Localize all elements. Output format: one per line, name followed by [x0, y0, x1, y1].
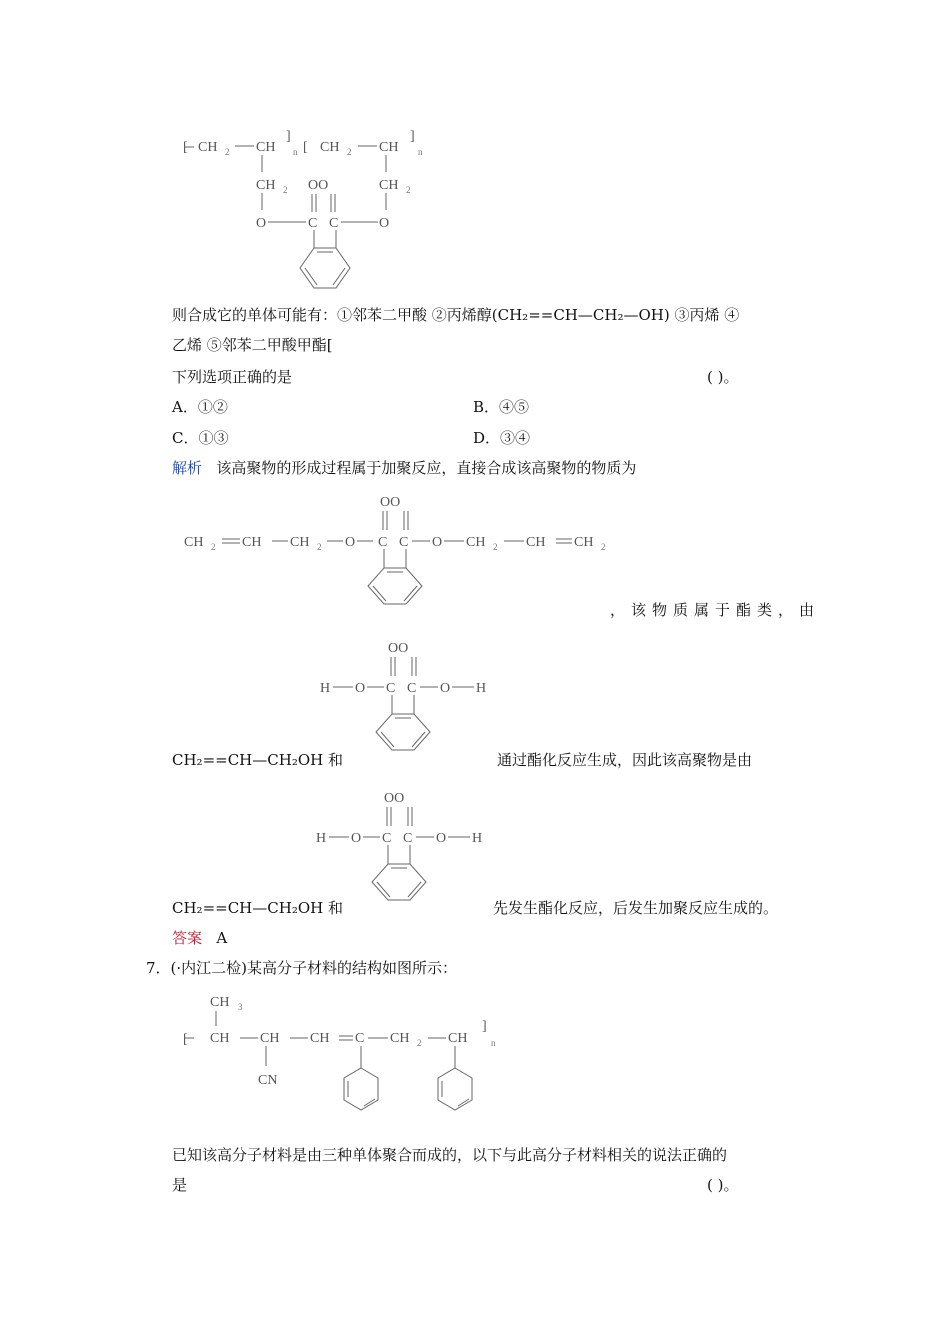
bond — [305, 268, 317, 285]
polymer-carbonyl-oo: OO — [308, 178, 329, 193]
ester-carbonyl-oo: OO — [380, 495, 401, 510]
q7-ch2: CH — [390, 1031, 410, 1046]
ester-ch-b: CH — [526, 535, 546, 550]
q7-cn: CN — [258, 1073, 278, 1088]
acid-o-b: O — [436, 831, 447, 846]
polymer-ch2-a-sub: 2 — [225, 147, 230, 157]
polymer-ester-o-a: O — [256, 216, 267, 231]
acid-o-b: O — [440, 681, 451, 696]
q7-ch2-sub: 2 — [417, 1038, 422, 1048]
q7-text-line1: 已知该高分子材料是由三种单体聚合而成的，以下与此高分子材料相关的说法正确的 — [172, 1146, 728, 1164]
ester-c-a: C — [378, 535, 388, 550]
option-b[interactable]: B．④⑤ — [473, 398, 530, 416]
analysis-line1 — [172, 458, 636, 478]
q7-ch3-sub: 3 — [238, 1002, 243, 1012]
analysis-text3: 通过酯化反应生成，因此该高聚物是由 — [497, 751, 753, 769]
polymer-ch-a: CH — [256, 140, 276, 155]
q7-ch-d: CH — [448, 1031, 468, 1046]
bracket-right-a: ] — [286, 129, 291, 144]
q6-monomers-line1: 则合成它的单体可能有：①邻苯二甲酸 ②丙烯醇(CH₂==CH—CH₂—OH) ③丙烯 ④ — [172, 306, 740, 324]
q7-polymer-structure — [180, 990, 520, 1130]
q6-prompt: 下列选项正确的是 — [172, 368, 293, 386]
polymer-ch-b: CH — [379, 140, 399, 155]
benzene-ring — [372, 864, 426, 900]
polymer-ch2-b: CH — [320, 140, 340, 155]
acid-c-a: C — [386, 681, 396, 696]
polymer-side-ch2-a-sub: 2 — [283, 185, 288, 195]
ester-ch2-b: CH — [290, 535, 310, 550]
q7-answer-paren: ( )。 — [707, 1176, 739, 1194]
ester-ch2-b-sub: 2 — [317, 542, 322, 552]
ester-structure — [182, 490, 622, 610]
ester-c-b: C — [399, 535, 409, 550]
acid-h-a: H — [320, 681, 331, 696]
benzene-ring — [300, 248, 350, 288]
ester-o-b: O — [432, 535, 443, 550]
polymer-ch2-a: CH — [198, 140, 218, 155]
ester-ch2-a-sub: 2 — [211, 542, 216, 552]
answer-value: A — [216, 929, 228, 947]
analysis-text2: ，该物质属于酯类，由 — [610, 601, 821, 619]
ester-ch2-d-sub: 2 — [601, 542, 606, 552]
ester-ch-a: CH — [242, 535, 262, 550]
acid-h-b: H — [476, 681, 487, 696]
ester-ch2-d: CH — [574, 535, 594, 550]
ester-ch2-c-sub: 2 — [493, 542, 498, 552]
acid-c-b: C — [403, 831, 413, 846]
q6-answer-paren: ( )。 — [707, 368, 739, 386]
phthalic-acid-structure-1 — [318, 636, 508, 756]
q7-ch-b: CH — [260, 1031, 280, 1046]
q7-bracket-right: ] — [482, 1019, 487, 1034]
bond — [333, 268, 345, 285]
analysis-allyl-1: CH₂==CH—CH₂OH 和 — [172, 751, 343, 769]
acid-c-b: C — [407, 681, 417, 696]
phthalic-acid-structure-2 — [314, 786, 504, 906]
acid-o-a: O — [355, 681, 366, 696]
q7-c: C — [355, 1031, 365, 1046]
answer-line — [172, 928, 227, 948]
polymer-n-a: n — [293, 147, 298, 157]
analysis-text4: 先发生酯化反应，后发生加聚反应生成的。 — [493, 899, 779, 917]
q7-n: n — [491, 1038, 496, 1048]
polymer-bracket-left-b: [ — [303, 140, 308, 155]
benzene-ring — [376, 714, 430, 750]
phenyl-ring-a — [344, 1068, 378, 1110]
phenyl-ring-b — [438, 1068, 472, 1110]
polymer-side-ch2-a: CH — [256, 178, 276, 193]
q7-text-line2: 是 — [172, 1176, 188, 1194]
analysis-allyl-2: CH₂==CH—CH₂OH 和 — [172, 899, 343, 917]
ester-o-a: O — [345, 535, 356, 550]
option-a[interactable]: A．①② — [172, 398, 228, 416]
acid-o-a: O — [351, 831, 362, 846]
analysis-label: 解析 — [172, 459, 203, 477]
acid-c-a: C — [382, 831, 392, 846]
acid-carbonyl-oo: OO — [388, 641, 409, 656]
option-d[interactable]: D．③④ — [473, 429, 531, 447]
polymer-bracket-left: [ — [183, 140, 188, 155]
ester-ch2-c: CH — [466, 535, 486, 550]
q6-monomers-line2: 乙烯 ⑤邻苯二甲酸甲酯[ — [172, 336, 333, 354]
q7-ch-a: CH — [210, 1031, 230, 1046]
q7-header: 7．(·内江二检)某高分子材料的结构如图所示： — [146, 959, 458, 977]
acid-h-a: H — [316, 831, 327, 846]
acid-h-b: H — [472, 831, 483, 846]
answer-label: 答案 — [172, 929, 203, 947]
benzene-ring — [368, 568, 422, 604]
option-c[interactable]: C．①③ — [172, 429, 229, 447]
q7-ch3: CH — [210, 995, 230, 1010]
bracket-right-b: ] — [410, 129, 415, 144]
polymer-ester-o-b: O — [379, 216, 390, 231]
polymer-n-b: n — [418, 147, 423, 157]
analysis-text1: 该高聚物的形成过程属于加聚反应，直接合成该高聚物的物质为 — [216, 459, 637, 477]
polymer-side-ch2-b-sub: 2 — [406, 185, 411, 195]
polymer-c-b: C — [329, 216, 339, 231]
polymer-ch2-b-sub: 2 — [347, 147, 352, 157]
q7-ch-c: CH — [310, 1031, 330, 1046]
polymer-side-ch2-b: CH — [379, 178, 399, 193]
ester-ch2-a: CH — [184, 535, 204, 550]
acid-carbonyl-oo: OO — [384, 791, 405, 806]
polymer-c-a: C — [308, 216, 318, 231]
q7-bracket-left: [ — [183, 1032, 188, 1047]
polymer-structure-q6 — [180, 130, 450, 300]
